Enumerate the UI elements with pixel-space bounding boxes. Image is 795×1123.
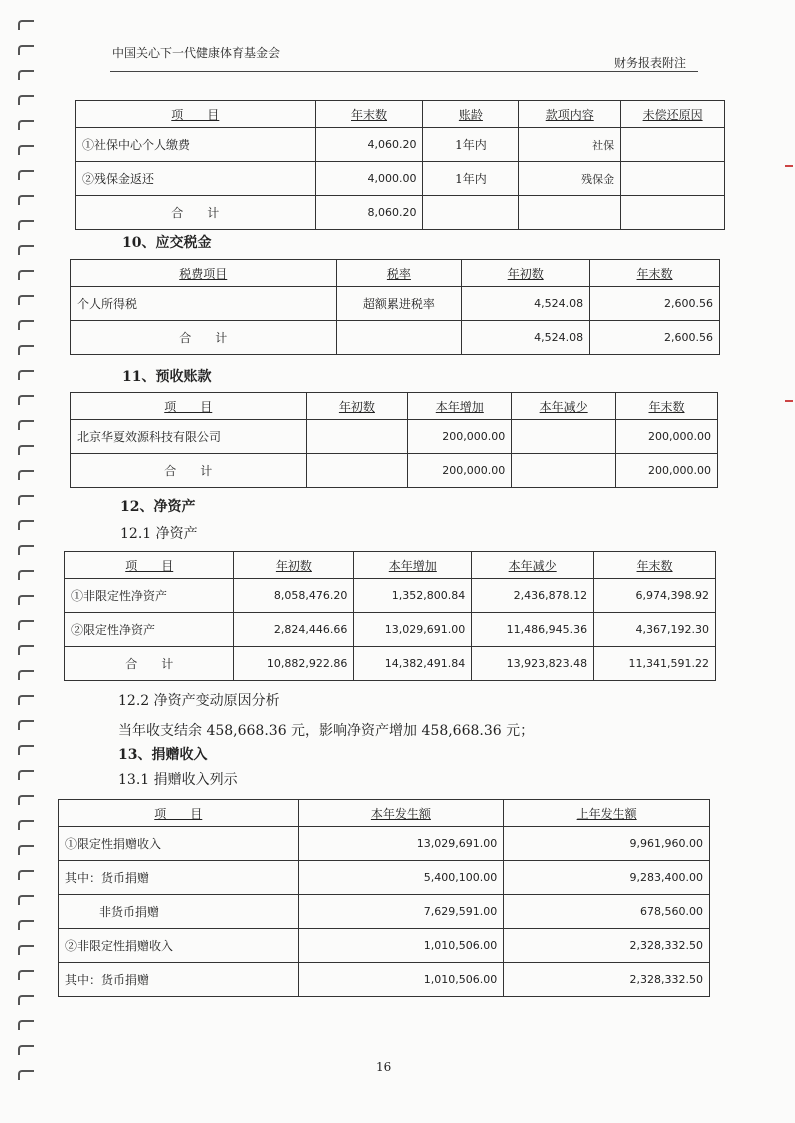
col-header: 年初数 bbox=[338, 399, 375, 414]
col-header: 项 目 bbox=[125, 558, 174, 573]
cell-reason bbox=[621, 128, 725, 162]
row-label: 北京华夏效源科技有限公司 bbox=[71, 420, 307, 454]
table-row-total bbox=[76, 196, 725, 230]
col-header: 年初数 bbox=[275, 558, 312, 573]
subsection-title: 12.2 净资产变动原因分析 bbox=[118, 693, 280, 709]
col-header: 年末数 bbox=[636, 266, 673, 281]
cell-prior-year: 9,283,400.00 bbox=[504, 861, 710, 895]
cell-end: 2,600.56 bbox=[590, 287, 720, 321]
col-header: 项 目 bbox=[171, 107, 220, 122]
cell-begin bbox=[306, 454, 408, 488]
section-title: 12、净资产 bbox=[120, 499, 196, 515]
cell-prior-year: 2,328,332.50 bbox=[504, 929, 710, 963]
table-header-row bbox=[71, 260, 720, 287]
col-header: 项 目 bbox=[154, 806, 203, 821]
cell-aging: 1年内 bbox=[423, 162, 519, 196]
row-label: ②残保金返还 bbox=[76, 162, 316, 196]
table-header-row bbox=[76, 101, 725, 128]
cell-current-year: 1,010,506.00 bbox=[298, 929, 504, 963]
cell-increase: 1,352,800.84 bbox=[354, 579, 472, 613]
cell-increase: 200,000.00 bbox=[408, 420, 512, 454]
cell-decrease bbox=[512, 420, 616, 454]
col-header: 年末数 bbox=[648, 399, 685, 414]
col-header: 未偿还原因 bbox=[642, 107, 703, 122]
table-row bbox=[65, 579, 716, 613]
cell-increase: 13,029,691.00 bbox=[354, 613, 472, 647]
table-row bbox=[59, 929, 710, 963]
cell-current-year: 5,400,100.00 bbox=[298, 861, 504, 895]
table-row-total bbox=[71, 454, 718, 488]
red-mark bbox=[785, 165, 793, 167]
cell-reason bbox=[621, 196, 725, 230]
col-header: 款项内容 bbox=[545, 107, 594, 122]
col-header: 年末数 bbox=[351, 107, 388, 122]
tax-payable-table bbox=[70, 259, 720, 355]
col-header: 税率 bbox=[386, 266, 411, 281]
cell-prior-year: 2,328,332.50 bbox=[504, 963, 710, 997]
row-label: ②限定性净资产 bbox=[65, 613, 234, 647]
table-row-total bbox=[65, 647, 716, 681]
cell-year-end: 4,000.00 bbox=[315, 162, 423, 196]
table-row bbox=[71, 420, 718, 454]
cell-end: 2,600.56 bbox=[590, 321, 720, 355]
cell-reason bbox=[621, 162, 725, 196]
table-row-total bbox=[71, 321, 720, 355]
cell-year-end: 8,060.20 bbox=[315, 196, 423, 230]
table-header-row bbox=[59, 800, 710, 827]
table-header-row bbox=[65, 552, 716, 579]
binding-margin bbox=[0, 0, 40, 1123]
header-rule bbox=[110, 71, 698, 72]
row-label: 合 计 bbox=[65, 647, 234, 681]
cell-end: 200,000.00 bbox=[616, 454, 718, 488]
cell-current-year: 7,629,591.00 bbox=[298, 895, 504, 929]
cell-decrease bbox=[512, 454, 616, 488]
row-label: 其中：货币捐赠 bbox=[59, 963, 299, 997]
table-row bbox=[59, 895, 710, 929]
red-mark bbox=[785, 400, 793, 402]
cell-content: 社保 bbox=[519, 128, 621, 162]
row-label: ①社保中心个人缴费 bbox=[76, 128, 316, 162]
cell-rate bbox=[336, 321, 462, 355]
cell-aging: 1年内 bbox=[423, 128, 519, 162]
cell-current-year: 13,029,691.00 bbox=[298, 827, 504, 861]
table-row bbox=[59, 827, 710, 861]
cell-prior-year: 9,961,960.00 bbox=[504, 827, 710, 861]
cell-begin: 2,824,446.66 bbox=[234, 613, 354, 647]
table-header-row bbox=[71, 393, 718, 420]
col-header: 年末数 bbox=[636, 558, 673, 573]
other-payables-table bbox=[75, 100, 725, 230]
col-header: 本年减少 bbox=[508, 558, 557, 573]
row-label: 其中：货币捐赠 bbox=[59, 861, 299, 895]
table-row bbox=[59, 861, 710, 895]
col-header: 税费项目 bbox=[179, 266, 228, 281]
cell-begin bbox=[306, 420, 408, 454]
subsection-title: 13.1 捐赠收入列示 bbox=[118, 772, 238, 788]
col-header: 本年增加 bbox=[435, 399, 484, 414]
cell-rate: 超额累进税率 bbox=[336, 287, 462, 321]
cell-end: 6,974,398.92 bbox=[594, 579, 716, 613]
analysis-paragraph: 当年收支结余 458,668.36 元，影响净资产增加 458,668.36 元； bbox=[118, 723, 535, 739]
cell-decrease: 2,436,878.12 bbox=[472, 579, 594, 613]
row-label: 合 计 bbox=[76, 196, 316, 230]
cell-prior-year: 678,560.00 bbox=[504, 895, 710, 929]
col-header: 本年发生额 bbox=[370, 806, 431, 821]
advance-receipts-table bbox=[70, 392, 718, 488]
header-org: 中国关心下一代健康体育基金会 bbox=[112, 46, 281, 60]
cell-increase: 200,000.00 bbox=[408, 454, 512, 488]
table-row bbox=[76, 162, 725, 196]
header-doc: 财务报表附注 bbox=[614, 56, 687, 70]
net-assets-table bbox=[64, 551, 716, 681]
table-row bbox=[59, 963, 710, 997]
col-header: 年初数 bbox=[507, 266, 544, 281]
cell-begin: 4,524.08 bbox=[462, 321, 590, 355]
cell-content bbox=[519, 196, 621, 230]
cell-decrease: 11,486,945.36 bbox=[472, 613, 594, 647]
col-header: 本年增加 bbox=[388, 558, 437, 573]
cell-end: 200,000.00 bbox=[616, 420, 718, 454]
col-header: 上年发生额 bbox=[576, 806, 637, 821]
table-row bbox=[65, 613, 716, 647]
row-label: ①非限定性净资产 bbox=[65, 579, 234, 613]
cell-begin: 10,882,922.86 bbox=[234, 647, 354, 681]
col-header: 账龄 bbox=[458, 107, 483, 122]
cell-aging bbox=[423, 196, 519, 230]
table-row bbox=[71, 287, 720, 321]
donation-income-table bbox=[58, 799, 710, 997]
cell-content: 残保金 bbox=[519, 162, 621, 196]
row-label: ①限定性捐赠收入 bbox=[59, 827, 299, 861]
cell-increase: 14,382,491.84 bbox=[354, 647, 472, 681]
cell-end: 11,341,591.22 bbox=[594, 647, 716, 681]
subsection-title: 12.1 净资产 bbox=[120, 526, 198, 542]
cell-begin: 8,058,476.20 bbox=[234, 579, 354, 613]
col-header: 本年减少 bbox=[539, 399, 588, 414]
cell-current-year: 1,010,506.00 bbox=[298, 963, 504, 997]
col-header: 项 目 bbox=[164, 399, 213, 414]
section-title: 13、捐赠收入 bbox=[118, 747, 208, 763]
cell-decrease: 13,923,823.48 bbox=[472, 647, 594, 681]
row-label: 合 计 bbox=[71, 454, 307, 488]
row-label: 个人所得税 bbox=[71, 287, 337, 321]
row-label: 非货币捐赠 bbox=[59, 895, 299, 929]
cell-end: 4,367,192.30 bbox=[594, 613, 716, 647]
page-number: 16 bbox=[376, 1060, 392, 1074]
cell-begin: 4,524.08 bbox=[462, 287, 590, 321]
row-label: 合 计 bbox=[71, 321, 337, 355]
section-title: 11、预收账款 bbox=[122, 369, 212, 385]
section-title: 10、应交税金 bbox=[122, 235, 212, 251]
table-row bbox=[76, 128, 725, 162]
cell-year-end: 4,060.20 bbox=[315, 128, 423, 162]
row-label: ②非限定性捐赠收入 bbox=[59, 929, 299, 963]
